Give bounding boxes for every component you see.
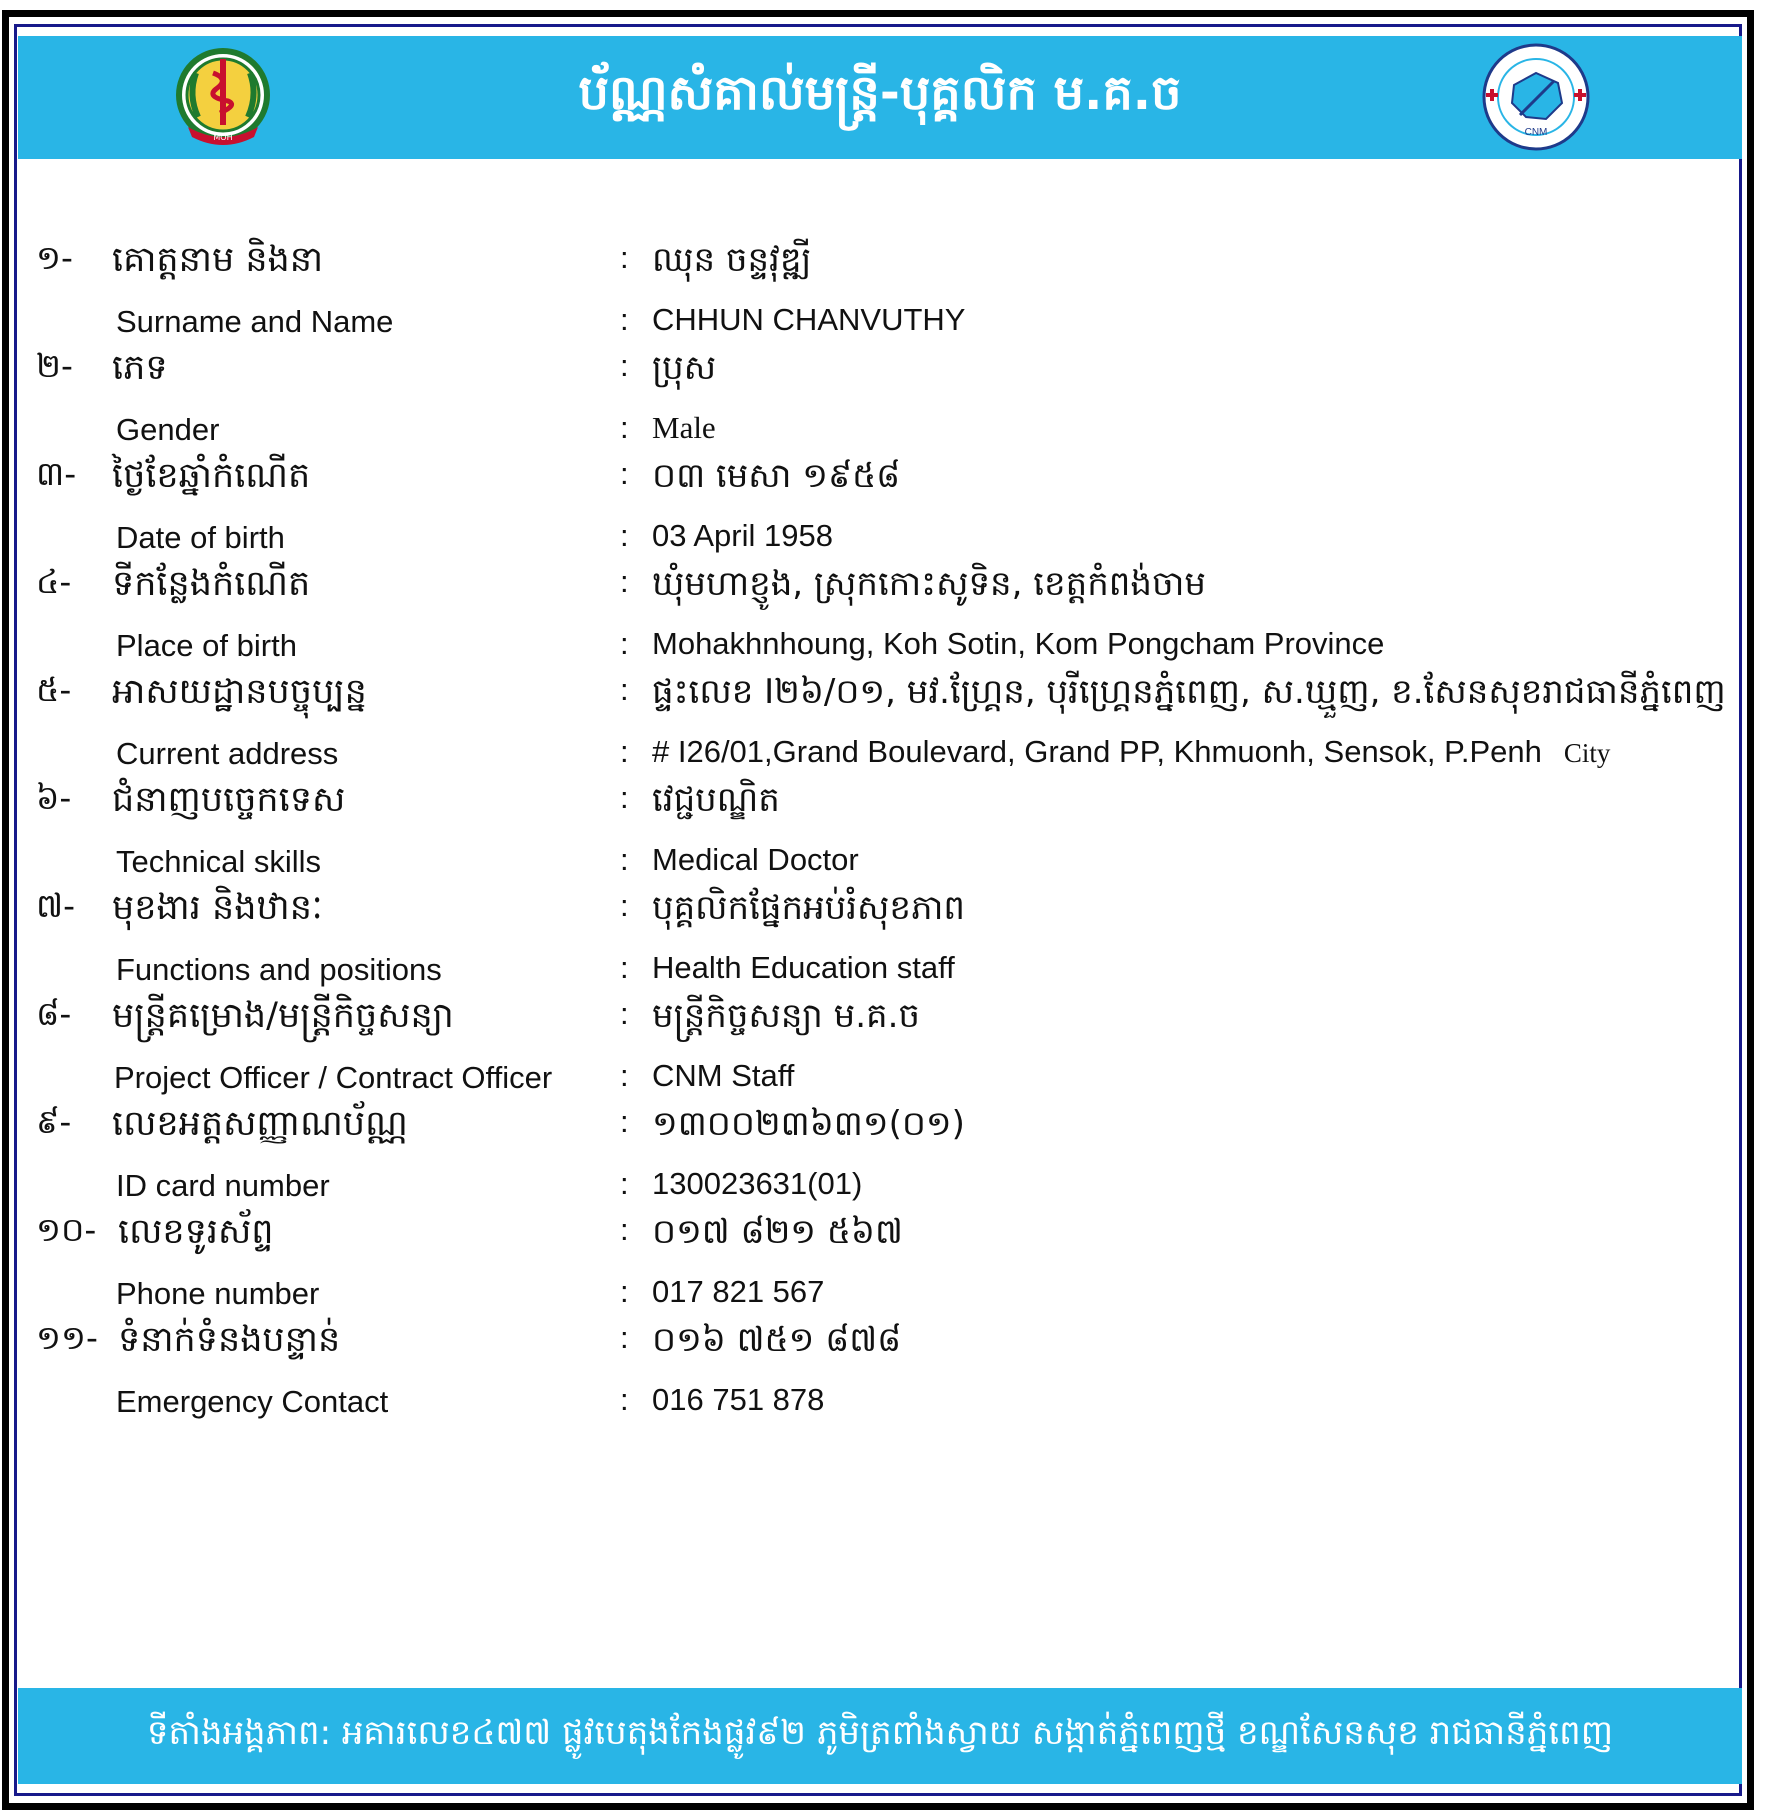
field-value-khmer: ០១៦ ៧៥១ ៨៧៨ [652, 1320, 902, 1360]
field-number: ៥- [36, 670, 72, 709]
field-value-english: CHHUN CHANVUTHY [652, 302, 966, 337]
field-number: ២- [36, 346, 73, 385]
field-colon: : [620, 302, 629, 337]
field-label-khmer: លេខទូរស័ព្ទ [118, 1212, 274, 1252]
field-label-khmer: ថ្ងៃខែឆ្នាំកំណើត [112, 456, 311, 496]
svg-text:MOH: MOH [213, 133, 233, 142]
field-label-english: Project Officer / Contract Officer [114, 1060, 553, 1095]
field-number: ១១- [36, 1318, 98, 1357]
field-value-khmer: វេជ្ជបណ្ឌិត [652, 780, 780, 820]
field-colon: : [620, 1274, 629, 1309]
field-row-khmer [0, 778, 1771, 838]
field-colon: : [620, 842, 629, 877]
field-number: ៧- [36, 886, 75, 925]
field-number: ១- [36, 238, 73, 277]
field-number: ៦- [36, 778, 72, 817]
field-value-khmer: ប្រុស [652, 348, 717, 388]
field-colon: : [620, 1320, 629, 1355]
field-label-khmer: អាសយដ្ឋានបច្ចុប្បន្ន [112, 672, 367, 712]
field-label-english: Date of birth [116, 520, 285, 555]
field-row-khmer [0, 562, 1771, 622]
field-value-khmer: ១៣០០២៣៦៣១(០១) [652, 1104, 965, 1144]
field-row-khmer [0, 886, 1771, 946]
field-value-english: 016 751 878 [652, 1382, 825, 1417]
field-number: ៤- [36, 562, 72, 601]
field-label-khmer: គោត្តនាម និងនា [112, 240, 324, 280]
field-row-khmer [0, 1210, 1771, 1270]
field-number: ១០- [36, 1210, 97, 1249]
field-value-suffix: City [1563, 738, 1611, 768]
field-colon: : [620, 564, 629, 599]
field-colon: : [620, 888, 629, 923]
field-label-khmer: មុខងារ និងឋានៈ [112, 888, 323, 928]
field-label-english: Phone number [116, 1276, 320, 1311]
cnm-logo-icon [1480, 41, 1592, 153]
field-row-khmer [0, 346, 1771, 406]
field-label-khmer: លេខអត្តសញ្ញាណប័ណ្ណ [112, 1104, 408, 1144]
field-row-khmer [0, 238, 1771, 298]
field-colon: : [620, 780, 629, 815]
field-value-khmer: ០១៧ ៨២១ ៥៦៧ [652, 1212, 903, 1252]
field-colon: : [620, 1058, 629, 1093]
field-value-english: CNM Staff [652, 1058, 795, 1093]
footer-band [18, 1688, 1742, 1784]
field-label-khmer: ជំនាញបច្ចេកទេស [112, 780, 346, 820]
field-value-english: 03 April 1958 [652, 518, 833, 553]
field-value-english: Medical Doctor [652, 842, 859, 877]
field-label-english: Gender [116, 412, 220, 447]
field-colon: : [620, 950, 629, 985]
header-band [18, 36, 1742, 159]
field-colon: : [620, 626, 629, 661]
field-row-khmer [0, 994, 1771, 1054]
field-row-english [0, 1380, 1771, 1440]
field-label-english: Current address [116, 736, 339, 771]
field-value-khmer: ឈុន ចន្ទវុឌ្ឍី [652, 240, 812, 280]
field-number: ៩- [36, 1102, 72, 1141]
field-value-english: 017 821 567 [652, 1274, 825, 1309]
field-label-khmer: ភេទ [112, 348, 168, 388]
field-value-khmer: បុគ្គលិកផ្នែកអប់រំសុខភាព [652, 888, 965, 928]
field-colon: : [620, 996, 629, 1031]
field-label-english: Technical skills [116, 844, 322, 879]
field-colon: : [620, 518, 629, 553]
field-number: ៣- [36, 454, 77, 493]
field-value-english: 130023631(01) [652, 1166, 863, 1201]
field-colon: : [620, 1166, 629, 1201]
field-value-english: Male [652, 410, 716, 445]
field-row-khmer [0, 454, 1771, 514]
field-number: ៨- [36, 994, 72, 1033]
field-row-khmer [0, 670, 1771, 730]
field-value-khmer: ឃុំមហាខ្ញូង, ស្រុកកោះសូទិន, ខេត្តកំពង់ចាម [652, 564, 1206, 604]
field-value-english: Health Education staff [652, 950, 955, 985]
field-label-english: Place of birth [116, 628, 297, 663]
field-label-english: Functions and positions [116, 952, 442, 987]
field-label-khmer: ទីកន្លែងកំណើត [112, 564, 311, 604]
svg-text:CNM: CNM [1524, 127, 1548, 138]
field-label-english: Emergency Contact [116, 1384, 389, 1419]
field-colon: : [620, 456, 629, 491]
field-value-khmer: មន្ត្រីកិច្ចសន្យា ម.គ.ច [652, 996, 920, 1036]
card-title: ប័ណ្ណសំគាល់មន្ត្រី-បុគ្គលិក ម.គ.ច [578, 64, 1182, 121]
field-colon: : [620, 1382, 629, 1417]
field-colon: : [620, 1212, 629, 1247]
field-label-khmer: មន្ត្រីគម្រោង/មន្ត្រីកិច្ចសន្យា [112, 996, 454, 1036]
field-row-khmer [0, 1318, 1771, 1378]
field-value-khmer: ផ្ទះលេខ I២៦/០១, មវ.ហ្គ្រែន, បុរីហ្គ្រេនភ្នំពេញ, ស.ឃ្មួញ, ខ.សែនសុខរាជធានីភ្នំពេញ [652, 672, 1726, 712]
footer-address: ទីតាំងអង្គភាព: អគារលេខ៤៧៧ ផ្លូវបេតុងកែងផ្លូវ៩២ ភូមិត្រពាំងស្វាយ សង្កាត់ភ្នំពេញថ្មី ខណ្ឌសែនសុខ រាជធានីភ្នំពេញ [146, 1713, 1614, 1753]
field-label-english: Surname and Name [116, 304, 394, 339]
field-colon: : [620, 1104, 629, 1139]
field-colon: : [620, 410, 629, 445]
field-label-khmer: ទំនាក់ទំនងបន្ទាន់ [118, 1320, 341, 1360]
field-value-khmer: ០៣ មេសា ១៩៥៨ [652, 456, 901, 496]
field-row-khmer [0, 1102, 1771, 1162]
field-value-english: Mohakhnhoung, Koh Sotin, Kom Pongcham Province [652, 626, 1385, 661]
field-colon: : [620, 240, 629, 275]
field-colon: : [620, 734, 629, 769]
field-colon: : [620, 672, 629, 707]
field-value-english: # I26/01,Grand Boulevard, Grand PP, Khmuonh, Sensok, P.Penh City [652, 734, 1611, 769]
field-label-english: ID card number [116, 1168, 330, 1203]
field-colon: : [620, 348, 629, 383]
